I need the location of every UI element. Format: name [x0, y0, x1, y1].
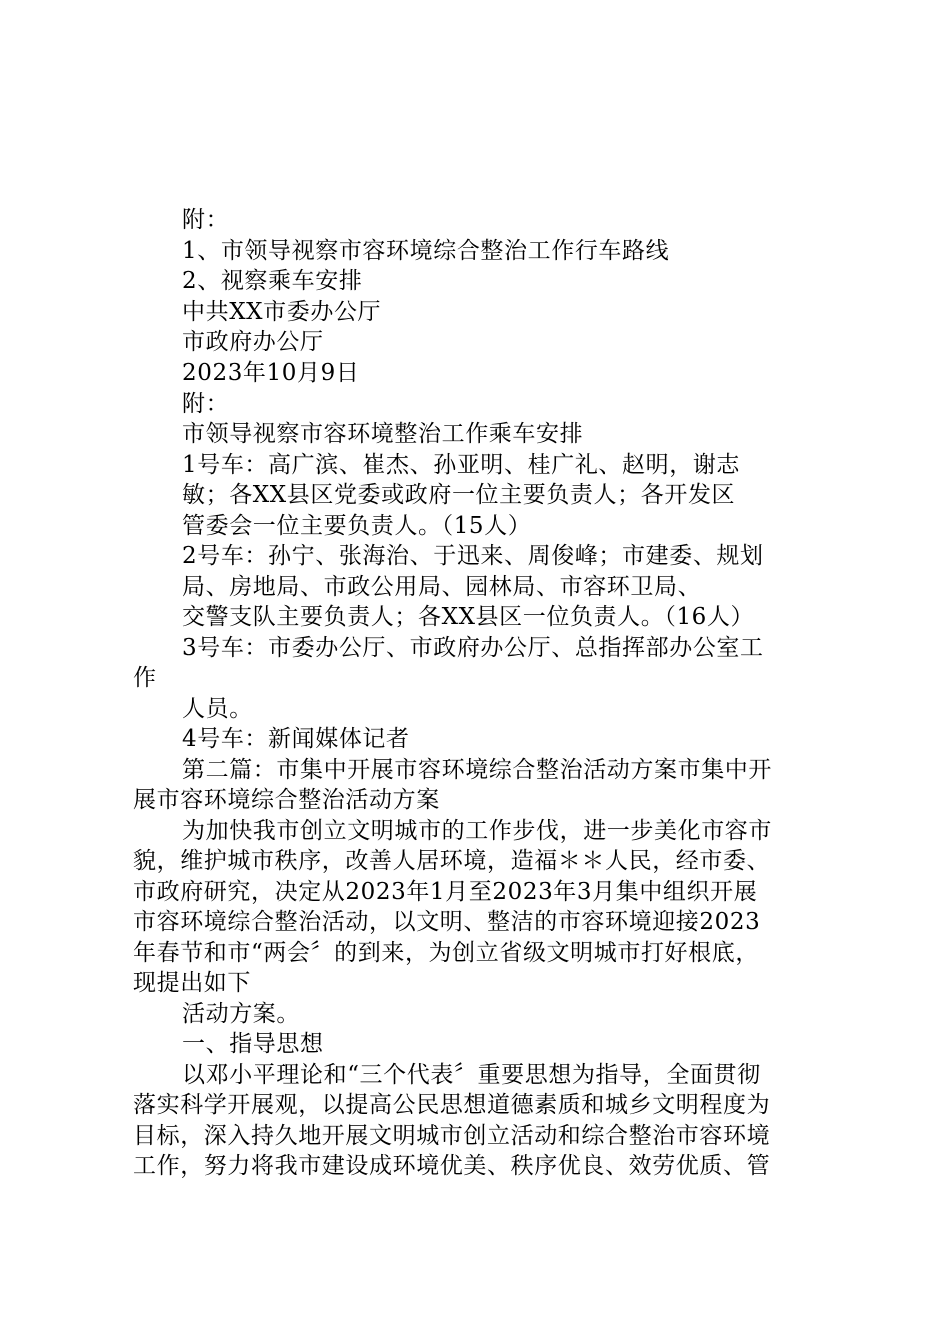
attachment-label: 附： — [182, 207, 230, 233]
attachment-item-2: 2、视察乘车安排 — [182, 268, 363, 294]
intro-paragraph-line: 年春节和市“两会〞的到来，为创立省级文明城市打好根底， — [133, 940, 759, 966]
attachment2-label: 附： — [182, 391, 230, 417]
car1-line: 管委会一位主要负责人。（15人） — [182, 513, 532, 539]
section1-heading: 一、指导思想 — [182, 1031, 324, 1057]
intro-paragraph-line: 貌，维护城市秩序，改善人居环境，造福＊＊人民，经市委、 — [133, 848, 771, 874]
issuer-government-office: 市政府办公厅 — [182, 329, 324, 355]
issuer-party-office: 中共XX市委办公厅 — [182, 299, 382, 325]
intro-paragraph-line: 市容环境综合整治活动，以文明、整洁的市容环境迎接2023 — [133, 909, 761, 935]
attachment2-title: 市领导视察市容环境整治工作乘车安排 — [182, 421, 584, 447]
issue-date: 2023年10月9日 — [182, 360, 360, 386]
car4-line: 4号车：新闻媒体记者 — [182, 726, 410, 752]
section1-paragraph-line: 落实科学开展观，以提高公民思想道德素质和城乡文明程度为 — [133, 1092, 771, 1118]
intro-paragraph-line: 活动方案。 — [182, 1001, 300, 1027]
car3-line: 3号车：市委办公厅、市政府办公厅、总指挥部办公室工 — [182, 635, 764, 661]
car2-line: 交警支队主要负责人；各XX县区一位负责人。（16人） — [182, 604, 755, 630]
attachment-item-1: 1、市领导视察市容环境综合整治工作行车路线 — [182, 238, 670, 264]
intro-paragraph-line: 为加快我市创立文明城市的工作步伐，进一步美化市容市 — [182, 818, 772, 844]
car1-line: 1号车：高广滨、崔杰、孙亚明、桂广礼、赵明，谢志 — [182, 452, 741, 478]
part2-heading: 第二篇：市集中开展市容环境综合整治活动方案市集中开 — [182, 757, 772, 783]
section1-paragraph-line: 目标，深入持久地开展文明城市创立活动和综合整治市容环境 — [133, 1123, 771, 1149]
intro-paragraph-line: 市政府研究，决定从2023年1月至2023年3月集中组织开展 — [133, 879, 758, 905]
car3-line: 人员。 — [182, 696, 253, 722]
part2-heading: 展市容环境综合整治活动方案 — [133, 787, 440, 813]
section1-paragraph-line: 以邓小平理论和“三个代表〞重要思想为指导，全面贯彻 — [182, 1062, 761, 1088]
intro-paragraph-line: 现提出如下 — [133, 970, 251, 996]
car2-line: 局、房地局、市政公用局、园林局、市容环卫局、 — [182, 574, 702, 600]
section1-paragraph-line: 工作，努力将我市建设成环境优美、秩序优良、效劳优质、管 — [133, 1153, 771, 1179]
car1-line: 敏；各XX县区党委或政府一位主要负责人；各开发区 — [182, 482, 736, 508]
car2-line: 2号车：孙宁、张海治、于迅来、周俊峰；市建委、规划 — [182, 543, 764, 569]
car3-line: 作 — [133, 665, 157, 691]
